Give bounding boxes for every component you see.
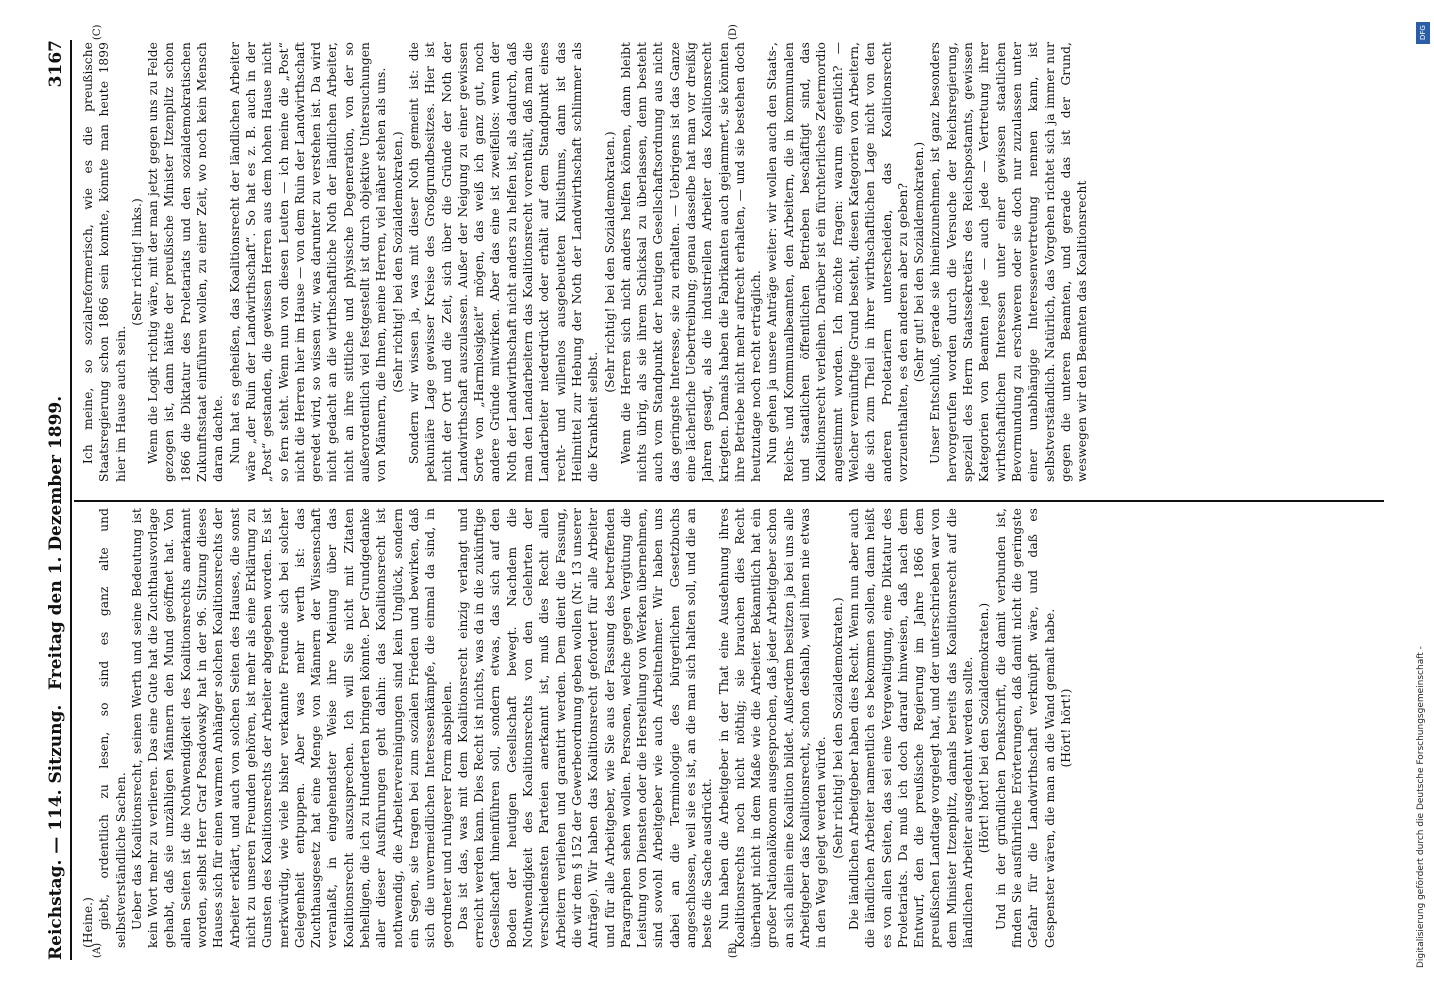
paragraph: Die ländlichen Arbeitgeber haben dies Recht. Wenn nun aber auch die ländlichen Arbeiter namentlich es bekommen sollen, dann heißt es von allen Seiten, das sei eine Vergewaltigung, eine Diktatur des Proletariats. Da muß ich doch darauf hinweisen, daß nach dem Entwurf, den die preußische Regierung im Jahre 1866 dem preußischen Landtage vorgelegt hat, und der unterschrieben war von dem Minister Itzenplitz, damals bereits das Koalitionsrecht auf die ländlichen Arbeiter ausgedehnt werden sollte. [846,508,976,948]
column-divider [74,500,1384,502]
left-column-paragraphs [96,508,1074,948]
right-column [80,42,1380,482]
paragraph: Und in der gründlichen Denkschrift, die damit verbunden ist, finden Sie ausführliche Erörterungen, daß damit nicht die geringste Gefahr für die Landwirthschaft verknüpft wäre, und daß es Gespenster wären, die man an die Wand gemalt habe. [993,508,1057,948]
paragraph: Ueber das Koalitionsrecht, seinen Werth und seine Bedeutung ist kein Wort mehr zu verlieren. Das eine Gute hat die Zuchthausvorlage gehabt, daß sie unzähligen Männern den Mund geöffnet hat. Von allen Seiten ist die Nothwendigkeit des Koalitionsrechts anerkannt worden, selbst Herr Graf Posadowsky hat in der 96. Sitzung dieses Hauses sich für einen warmen Anhänger solchen Koalitionsrechts der Arbeiter erklärt, und auch von solchen Seiten des Hauses, die sonst nicht zu unseren Freunden gehören, ist mehr als eine Erklärung zu Gunsten des Koalitionsrechts der Arbeiter abgegeben worden. Es ist merkwürdig, wie viele bisher verkannte Freunde sich bei solcher Gelegenheit entpuppen. Aber was mehr werth ist: das Zuchthausgesetz hat eine Menge von Männern der Wissenschaft veranlaßt, in eingehendster Weise ihre Meinung über das Koalitionsrecht auszusprechen. Ich will Sie nicht mit Zitaten behelligen, die ich zu Hunderten bringen könnte. Der Grundgedanke aller dieser Ausführungen geht dahin: das Koalitionsrecht ist nothwendig, die Arbeitervereinigungen sind kein Unglück, sondern ein Segen, sie tragen bei zum sozialen Frieden und bewirken, daß sich die unvermeidlichen Interessenkämpfe, die einmal da sind, in geordneter und ruhigerer Form abspielen. [129,508,454,948]
dfg-logo: DFG [1416,22,1430,44]
interjection: (Hört! hört! bei den Sozialdemokraten.) [977,602,992,854]
digitization-sidebar [1413,10,1433,990]
margin-marker-d: (D) [728,24,739,40]
right-column-paragraphs [80,42,1090,482]
paragraph: Ich meine, so sozialreformerisch, wie es die preußische Staatsregierung schon 1866 sein konnte, könnte man heute 1899 hier im Hause auch sein. [81,42,128,482]
paragraph: Sondern wir wissen ja, was mit dieser Noth gemeint ist: die pekuniäre Lage gewisser Kreise des Großgrundbesitzes. Hier ist nicht der Ort und die Zeit, sich über die Gründe der Noth der Landwirthschaft auszulassen. Außer der Neigung zu einer gewissen Sorte von „Harmlosigkeit“ mögen, das weiß ich ganz gut, noch andere Gründe mitwirken. Aber das eine ist zweifellos: wenn der Noth der Landwirthschaft nicht anders zu helfen ist, als dadurch, daß man den Landarbeitern das Koalitionsrecht vorenthält, daß man die Landarbeiter niederdrückt oder erhält auf dem Standpunkt eines recht- und willenlos ausgebeuteten Kulisthums, dann ist das Heilmittel zur Hebung der Noth der Landwirthschaft schlimmer als die Krankheit selbst. [406,42,601,482]
speaker-name: (Heine.) [81,897,95,948]
interjection: (Sehr richtig! bei den Sozialdemokraten.) [830,597,845,859]
margin-marker-c: (C) [92,24,103,40]
paragraph: Nun haben die Arbeitgeber in der That eine Ausdehnung ihres Koalitionsrechts noch nicht nöthig; sie brauchen dies Recht überhaupt nicht in dem Maße wie die Arbeiter. Bekanntlich hat ein großer Nationalökonom ausgesprochen, daß jeder Arbeitgeber schon an sich allein eine Koalition bildet. Außerdem besitzen ja bei uns alle Arbeitgeber das Koalitionsrecht, schon deshalb, weil ihnen nie etwas in den Weg gelegt werden würde. [716,508,829,948]
paragraph: giebt, ordentlich zu lesen, so sind es ganz alte und selbstverständliche Sachen. [97,508,128,948]
interjection: (Sehr gut! bei den Sozialdemokraten.) [912,141,927,383]
paragraph: Wenn die Herren sich nicht anders helfen können, dann bleibt nichts übrig, als sie ihrem Schicksal zu überlassen, denn besteht auch vom Standpunkt der heutigen Gesellschaftsordnung aus nicht das geringste Interesse, sie zu erhalten. — Uebrigens ist das Ganze eine lächerliche Uebertreibung; genau dasselbe hat man vor dreißig Jahren gesagt, als die industriellen Arbeiter das Koalitionsrecht kriegten. Damals haben die Fabrikanten auch gejammert, sie könnten ihre Betriebe nicht mehr aufrecht erhalten, — und sie bestehen doch heutzutage noch recht erträglich. [618,42,764,482]
header-date: Freitag den 1. Dezember 1899. [46,395,66,690]
interjection: (Sehr richtig! links.) [129,198,144,326]
paragraph: Unser Entschluß, gerade sie hineinzunehmen, ist ganz besonders hervorgerufen worden durch die Versuche der Reichsregierung, speziell des Herrn Staatssekretärs des Reichspostamts, gewissen Kategorien von Beamten jede — auch jede — Vertretung ihrer wirthschaftlichen Interessen unter einer gewissen staatlichen Bevormundung zu erschweren oder sie doch nur zuzulassen unter einer unabhängige Interessenvertretung nennen kann, ist selbstverständlich. Natürlich, das Vorgehen richtet sich ja immer nur gegen die unteren Beamten, und gerade das ist der Grund, weswegen wir den Beamten das Koalitionsrecht [928,42,1090,482]
margin-marker-b: (B) [728,942,739,958]
paragraph: Nun hat es geheißen, das Koalitionsrecht der ländlichen Arbeiter wäre „der Ruin der Landwirthschaft“. So hat es z. B. auch in der „Post“ gestanden, die gewissen Herren aus dem hohen Hause nicht so fern steht. Wenn nun von diesen Leuten — ich meine die „Post“ nicht die Herren hier im Hause — von dem Ruin der Landwirthschaft geredet wird, so wissen wir, was darunter zu verstehen ist. Da wird nicht gedacht an die wirthschaftliche Noth der ländlichen Arbeiter, nicht an ihre sittliche und physische Degeneration, von der so außerordentlich viel festgestellt ist durch objektive Untersuchungen von Männern, die Ihnen, meine Herren, viel näher stehen als uns. [227,42,389,482]
margin-marker-a: (A) [92,942,103,958]
header-session: Reichstag. — 114. Sitzung. [46,704,66,960]
paragraph: Wenn die Logik richtig wäre, mit der man jetzt gegen uns zu Felde gezogen ist, dann hätte der preußische Minister Itzenplitz schon 1866 die Diktatur des Proletariats und den sozialdemokratischen Zukunftsstaat einführen wollen, zu einer Zeit, wo noch kein Mensch daran dachte. [146,42,226,482]
page-header [40,40,70,960]
paragraph: Nun gehen ja unsere Anträge weiter: wir wollen auch den Staats-, Reichs- und Kommunalbeamten, den Arbeitern, die in kommunalen und staatlichen öffentlichen Betrieben beschäftigt sind, das Koalitionsrecht verleihen. Darüber ist ein fürchterliches Zetermordio angestimmt worden. Ich möchte fragen: warum eigentlich? — Welcher vernünftige Grund besteht, diesen Kategorien von Arbeitern, die sich zum Theil in ihrer wirthschaftlichen Lage nicht von den anderen Proletariern unterscheiden, das Koalitionsrecht vorzuenthalten, es den anderen aber zu geben? [765,42,910,482]
paragraph: Das ist das, was mit dem Koalitionsrecht einzig verlangt und erreicht werden kann. Dies Recht ist nichts, was da in die zukünftige Gesellschaft hineinführen soll, sondern etwas, das sich auf den Boden der heutigen Gesellschaft bewegt. Nachdem die Nothwendigkeit des Koalitionsrechts von den Gelehrten der verschiedensten Parteien anerkannt ist, muß dies Recht allen Arbeitern verliehen und garantirt werden. Dem dient die Fassung, die wir dem § 152 der Gewerbeordnung geben wollen (Nr. 13 unserer Anträge). Wir haben das Koalitionsrecht gefordert für alle Arbeiter und für alle Arbeitgeber, wie Sie aus der Fassung des betreffenden Paragraphen sehen wollen. Personen, welche gegen Vergütung die Leistung von Diensten oder die Herstellung von Werken übernehmen, sind sowohl Arbeitgeber wie auch Arbeitnehmer. Wir haben uns dabei an die Terminologie des bürgerlichen Gesetzbuchs angeschlossen, weil sie es ist, an die man sich halten soll, und die an beste die Sache ausdrückt. [455,508,715,948]
header-rule [70,40,72,960]
left-column [80,508,1380,948]
digitization-note: Digitalisierung gefördert durch die Deutsche Forschungsgemeinschaft - [1416,646,1426,968]
interjection: (Hört! hört!) [1058,688,1073,768]
page-number: 3167 [46,40,66,88]
interjection: (Sehr richtig! bei den Sozialdemokraten.) [390,131,405,393]
interjection: (Sehr richtig! bei den Sozialdemokraten.) [602,131,617,393]
